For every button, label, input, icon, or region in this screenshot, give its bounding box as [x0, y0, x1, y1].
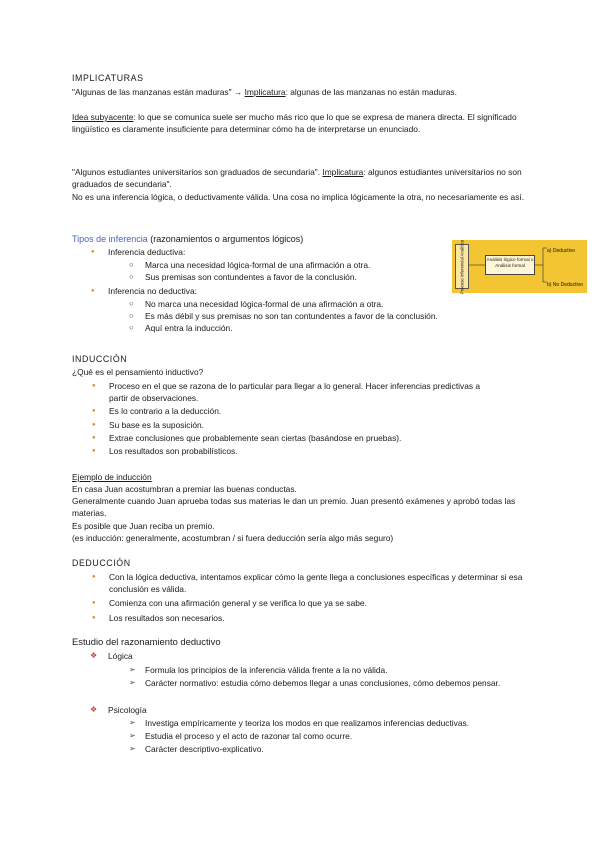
- list-item: ➢ Carácter descriptivo-explicativo.: [145, 743, 500, 755]
- inference-diagram: [452, 240, 587, 293]
- psicologia-sublist: [145, 717, 500, 756]
- implicatura-example-1: "Algunas de las manzanas están maduras" → Implicatura: algunas de las manzanas no están maduras.: [72, 87, 457, 97]
- list-item: ➢ Formula los principios de la inferencia válida frente a la no válida.: [145, 664, 505, 676]
- deductiva-sublist: [145, 259, 445, 283]
- diagram-process-label: Proceso Inferencial Analítico: [455, 244, 469, 289]
- estudio-logica: [108, 650, 408, 662]
- deduccion-list: [109, 571, 544, 624]
- idea-subyacente-paragraph: Idea subyacente: lo que se comunica suele ser mucho más rico que lo que se expresa de manera directa. El significado lingüístico es claramente insuficiente para determinar cómo ha de interpretarse un enunciado.: [72, 112, 517, 135]
- section-heading-induccion: INDUCCIÓN: [72, 354, 128, 364]
- diagram-analysis-box: Análisis lógico formal o Análisis formal: [485, 255, 535, 275]
- list-item: ● Los resultados son probabilísticos.: [109, 445, 489, 457]
- list-item: ● Comienza con una afirmación general y se verifica lo que ya se sabe.: [109, 597, 544, 609]
- list-item: ● Inferencia deductiva:: [108, 246, 408, 258]
- no-deductiva-sublist: [145, 298, 535, 335]
- list-item: ❖ Psicología: [108, 704, 408, 716]
- list-item: ○ Marca una necesidad lógica-formal de una afirmación a otra.: [145, 259, 445, 271]
- tipos-deductiva-list: [108, 246, 408, 258]
- diagram-output-no-deductivo: b) No Deductivo: [547, 282, 583, 288]
- implicatura-example-2: "Algunos estudiantes universitarios son graduados de secundaria". Implicatura: algunos estudiantes universitarios no son graduados de secundaria".: [72, 167, 522, 190]
- logica-sublist: [145, 664, 505, 689]
- list-item: ○ Sus premisas son contundentes a favor de la conclusión.: [145, 271, 445, 283]
- list-item: ● Es lo contrario a la deducción.: [109, 405, 489, 417]
- induccion-list: [109, 380, 489, 457]
- estudio-psicologia: [108, 704, 408, 716]
- list-item: ○ Es más débil y sus premisas no son tan contundentes a favor de la conclusión.: [145, 310, 535, 322]
- list-item: ❖ Lógica: [108, 650, 408, 662]
- tipos-no-deductiva-list: [108, 285, 408, 297]
- induccion-question: ¿Qué es el pensamiento inductivo?: [72, 367, 204, 377]
- list-item: ➢ Investiga empíricamente y teoriza los modos en que realizamos inferencias deductivas.: [145, 717, 500, 729]
- list-item: ➢ Carácter normativo: estudia cómo debemos llegar a unas conclusiones, cómo debemos pensar.: [145, 677, 505, 689]
- list-item: ○ No marca una necesidad lógica-formal de una afirmación a otra.: [145, 298, 535, 310]
- estudio-title: Estudio del razonamiento deductivo: [72, 636, 221, 647]
- implicatura-conclusion: No es una inferencia lógica, o deductivamente válida. Una cosa no implica lógicamente la otra, no necesariamente es así.: [72, 192, 525, 202]
- list-item: ➢ Estudia el proceso y el acto de razonar tal como ocurre.: [145, 730, 500, 742]
- idea-subyacente-term: Idea subyacente: [72, 112, 134, 122]
- implicatura-term: Implicatura: [244, 87, 286, 97]
- tipos-inferencia-title: Tipos de inferencia (razonamientos o argumentos lógicos): [72, 234, 304, 244]
- list-item: ○ Aquí entra la inducción.: [145, 322, 535, 334]
- section-heading-deduccion: DEDUCCIÓN: [72, 558, 131, 568]
- list-item: ● Los resultados son necesarios.: [109, 612, 544, 624]
- ejemplo-induccion-body: En casa Juan acostumbran a premiar las buenas conductas. Generalmente cuando Juan aprueba todas sus materias le dan un premio. Juan presentó exámenes y aprobó todas las materias. Es posible que Juan reciba un premio. (es inducción: generalmente, acostumbran / si fuera deducción sería algo más seguro): [72, 484, 516, 543]
- list-item: ● Con la lógica deductiva, intentamos explicar cómo la gente llega a conclusiones específicas y determinar si esa conclusión es válida.: [109, 571, 544, 595]
- section-heading-implicaturas: IMPLICATURAS: [72, 73, 144, 83]
- ejemplo-induccion-title: Ejemplo de inducción: [72, 472, 152, 482]
- diagram-output-deductivo: a) Deductivo: [547, 248, 576, 254]
- list-item: ● Inferencia no deductiva:: [108, 285, 408, 297]
- list-item: ● Proceso en el que se razona de lo particular para llegar a lo general. Hacer inferencias predictivas a partir de observaciones.: [109, 380, 489, 404]
- implicatura-term-2: Implicatura: [322, 167, 364, 177]
- list-item: ● Su base es la suposición.: [109, 419, 489, 431]
- list-item: ● Extrae conclusiones que probablemente sean ciertas (basándose en pruebas).: [109, 432, 489, 444]
